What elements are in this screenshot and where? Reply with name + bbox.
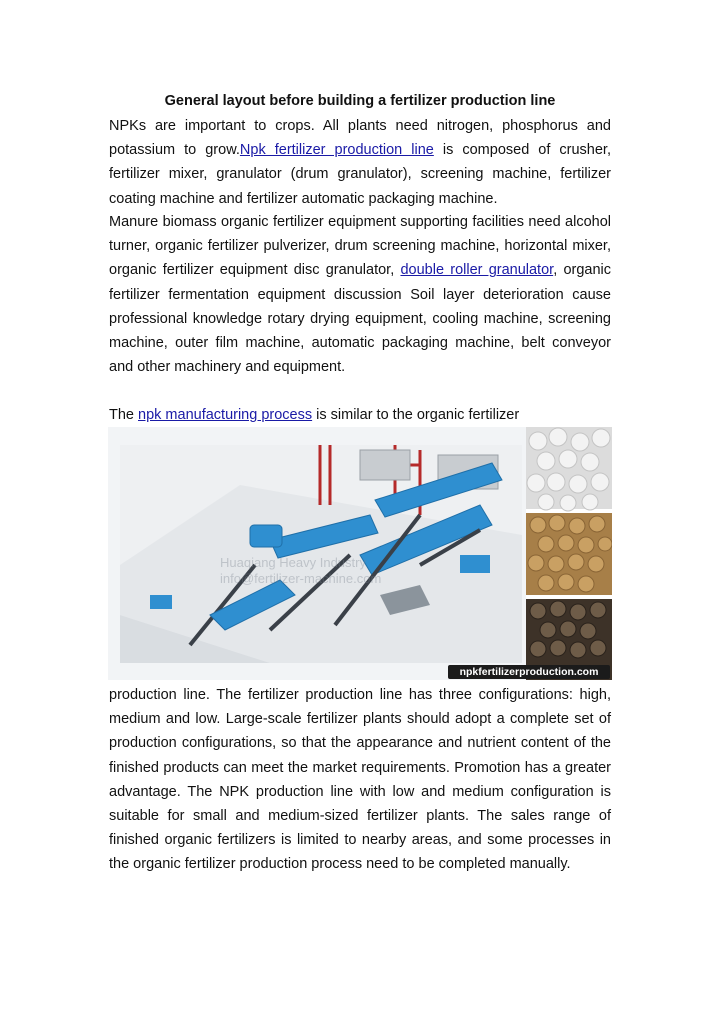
watermark-company: Huaqiang Heavy Industry: [220, 555, 366, 570]
document-title: General layout before building a fertilizer production line: [164, 93, 556, 109]
paragraph-text: , organic fertilizer fermentation equipment discussion Soil layer deterioration cause professional knowledge rotary drying equipment, cooling machine, screening machine, outer film machine, automatic packaging machine, belt conveyor and other machinery and equipment.: [109, 262, 611, 376]
paragraph-organic-equipment: [109, 210, 611, 379]
paragraph-npk-intro: [109, 114, 611, 211]
link-npk-manufacturing-process[interactable]: npk manufacturing process: [138, 407, 313, 423]
production-line-render: [120, 445, 522, 663]
link-npk-fertilizer-production-line[interactable]: Npk fertilizer production line: [239, 142, 434, 159]
image-caption: npkfertilizerproduction.com: [448, 665, 610, 679]
paragraph-text: The: [109, 407, 139, 423]
watermark-email: info@fertilizer-machine.com: [220, 571, 382, 586]
paragraph-text: Manure biomass organic fertilizer equipment supporting facilities need alcohol turner, organic fertilizer pulverizer, drum screening machine, horizontal mixer, organic fertilizer equipment disc granulator,: [109, 214, 611, 279]
paragraph-text: NPKs are important to crops. All plants need nitrogen, phosphorus and potassium to grow.: [109, 118, 611, 159]
paragraph-text: is similar to the organic fertilizer: [312, 407, 520, 423]
production-line-illustration: [120, 445, 522, 663]
watermark: [220, 555, 460, 587]
paragraph-process-similarity: [109, 403, 611, 427]
paragraph-text: is composed of crusher, fertilizer mixer, granulator (drum granulator), screening machine, fertilizer coating machine and fertilizer automatic packaging machine.: [109, 142, 611, 207]
pellet-samples-illustration: [526, 427, 612, 680]
production-line-figure: [108, 427, 612, 680]
paragraph-configurations: production line. The fertilizer production line has three configurations: high, medium and low. Large-scale fertilizer plants should adopt a complete set of production configurations, so that the appearance and nutrient content of the finished products can meet the market requirements. Promotion has a greater advantage. The NPK production line with low and medium configuration is suitable for small and medium-sized fertilizer plants. The sales range of finished organic fertilizers is limited to nearby areas, and some processes in the organic fertilizer production process need to be completed manually.: [109, 687, 611, 873]
link-double-roller-granulator[interactable]: double roller granulator: [400, 262, 554, 279]
fertilizer-samples: [526, 427, 612, 680]
